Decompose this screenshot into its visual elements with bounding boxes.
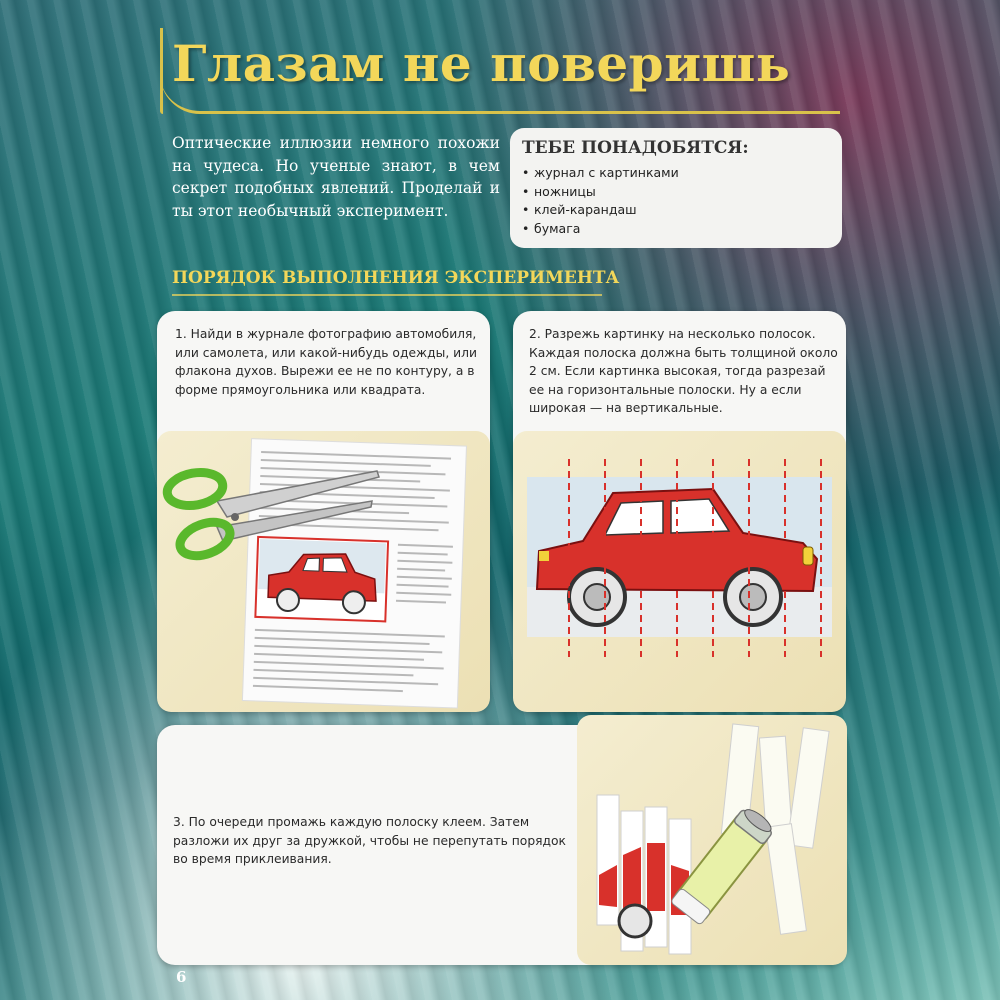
page-title: Глазам не поверишь [172, 34, 791, 93]
car-cut-lines-illustration [513, 431, 846, 712]
step-1-illustration [157, 431, 490, 712]
step-2-text: 2. Разрежь картинку на несколько полосок. Каждая полоска должна быть толщиной около 2 см. Если картинка высокая, тогда разрезай ее на горизонтальные полоски. Ну а если широкая — на вертикальные. [529, 327, 838, 416]
intro-paragraph: Оптические иллюзии немного похожи на чудеса. Но ученые знают, в чем секрет подобных явлений. Проделай и ты этот необычный эксперимент. [172, 134, 500, 220]
materials-item: • клей-карандаш [522, 201, 830, 220]
page-number: 6 [176, 968, 187, 986]
step-3-text: 3. По очереди промажь каждую полоску клеем. Затем разложи их друг за дружкой, чтобы не перепутать порядок во время приклеивания. [173, 815, 566, 867]
step-card-3 [157, 725, 847, 965]
materials-item: • бумага [522, 220, 830, 239]
step-2-illustration [513, 431, 846, 712]
materials-list [522, 164, 830, 238]
step-card-2 [513, 311, 846, 712]
strips-glue-illustration [577, 715, 847, 965]
materials-title: ТЕБЕ ПОНАДОБЯТСЯ: [522, 138, 749, 158]
step-3-illustration [577, 715, 847, 965]
materials-item: • ножницы [522, 183, 830, 202]
materials-box [510, 128, 842, 248]
procedure-heading: ПОРЯДОК ВЫПОЛНЕНИЯ ЭКСПЕРИМЕНТА [172, 268, 602, 296]
step-card-1 [157, 311, 490, 712]
scissors-magazine-illustration [157, 431, 490, 712]
materials-item: • журнал с картинками [522, 164, 830, 183]
step-1-text: 1. Найди в журнале фотографию автомобиля, или самолета, или какой-нибудь одежды, или флакона духов. Вырежи ее не по контуру, а в форме прямоугольника или квадрата. [175, 327, 477, 397]
